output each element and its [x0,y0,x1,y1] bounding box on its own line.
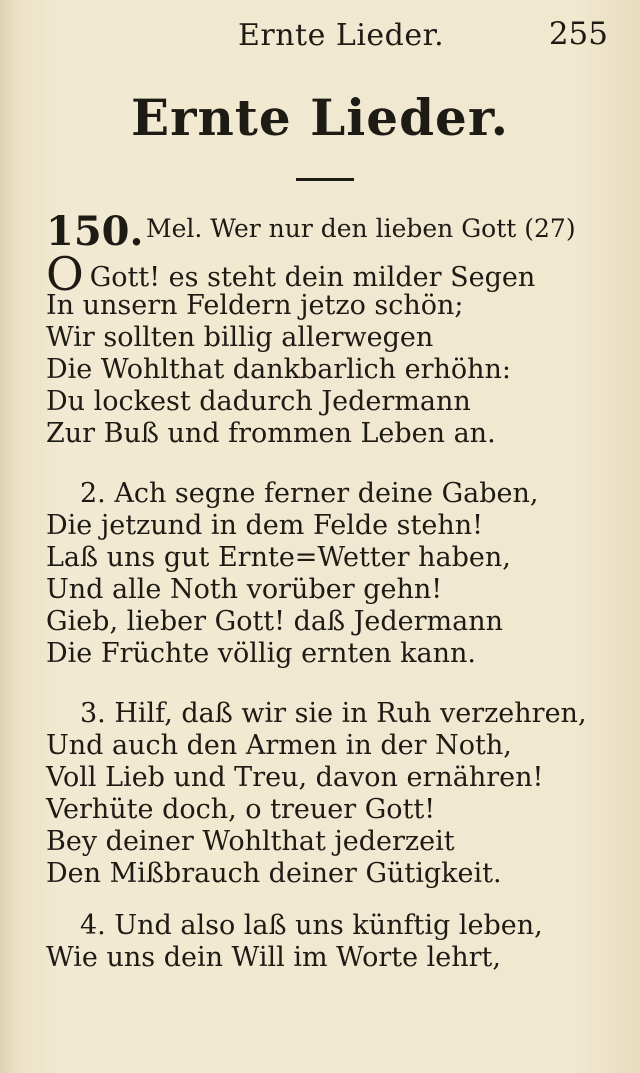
verse-line: Und auch den Armen in der Noth, [46,730,512,761]
verse-line [0,247,640,301]
page-number: 255 [548,16,608,52]
verse-line-text: Gott! es steht dein milder Segen [89,262,536,293]
verse-4 [0,910,640,974]
verse-line: Gieb, lieber Gott! daß Jedermann [46,606,504,637]
verse-spacer [0,450,640,478]
hymn-header [46,208,606,256]
verse-line: 3. Hilf, daß wir sie in Ruh verzehren, [80,698,587,729]
verse-1 [0,247,640,450]
verse-line: Voll Lieb und Treu, davon ernähren! [46,762,544,793]
verse-3 [0,698,640,890]
drop-cap: O [46,247,84,301]
running-head [0,14,640,54]
verse-spacer [0,890,640,910]
verse-line: 2. Ach segne ferner deine Gaben, [80,478,539,509]
verse-line: Die Früchte völlig ernten kann. [46,638,476,669]
verse-line: Und alle Noth vorüber gehn! [46,574,443,605]
verse-line: Die jetzund in dem Felde stehn! [46,510,483,541]
running-head-title: Ernte Lieder. [238,18,445,53]
verse-line: Zur Buß und frommen Leben an. [46,418,496,449]
verse-spacer [0,670,640,698]
verse-line: Laß uns gut Ernte=Wetter haben, [46,542,511,573]
hymn-number: 150. [46,208,144,255]
verse-line: Verhüte doch, o treuer Gott! [46,794,436,825]
verse-line: Den Mißbrauch deiner Gütigkeit. [46,858,502,889]
melody-reference: Mel. Wer nur den lieben Gott (27) [146,214,576,243]
verse-line: In unsern Feldern jetzo schön; [46,290,464,321]
verse-line: Wie uns dein Will im Worte lehrt, [46,942,501,973]
chapter-title: Ernte Lieder. [130,88,509,147]
verse-line: Wir sollten billig allerwegen [46,322,434,353]
title-divider [296,178,354,181]
verse-line: Du lockest dadurch Jedermann [46,386,471,417]
verse-2 [0,478,640,670]
verse-line: Die Wohlthat dankbarlich erhöhn: [46,354,511,385]
verse-line: Bey deiner Wohlthat jederzeit [46,826,455,857]
hymn-verses [0,247,640,974]
verse-line: 4. Und also laß uns künftig leben, [80,910,543,941]
